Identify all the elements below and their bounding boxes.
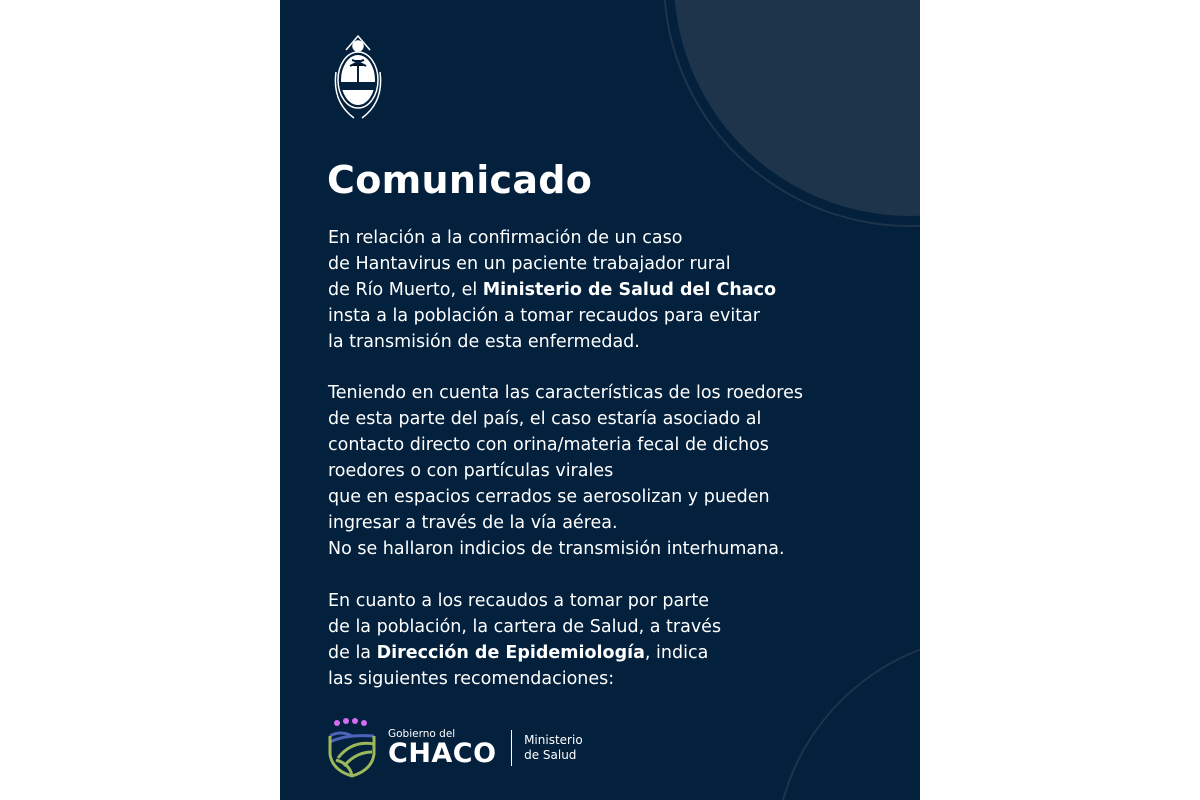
bottom-circle-ring: [783, 650, 920, 800]
text-line: No se hallaron indicios de transmisión interhumana.: [328, 539, 785, 559]
paragraph-1: [328, 225, 776, 355]
text-line: de Hantavirus en un paciente trabajador rural: [328, 254, 731, 274]
gobierno-label: Gobierno del: [388, 728, 456, 740]
communique-card: [280, 0, 920, 800]
gobierno-chaco-logo-icon: [326, 718, 380, 778]
text-line: de la población, la cartera de Salud, a través: [328, 617, 722, 637]
paragraph-3: [328, 588, 721, 692]
text-line: Teniendo en cuenta las características de los roedores: [328, 383, 803, 403]
text-line: roedores o con partículas virales: [328, 461, 614, 481]
bold-text: Dirección de Epidemiología: [376, 643, 645, 663]
page-title: Comunicado: [327, 158, 593, 202]
text-line: que en espacios cerrados se aerosolizan y pueden: [328, 487, 770, 507]
province-coat-of-arms-icon: [328, 32, 388, 124]
text-line: de Río Muerto, el Ministerio de Salud del Chaco: [328, 280, 777, 300]
text-line: insta a la población a tomar recaudos para evitar: [328, 306, 760, 326]
text-line: En relación a la confirmación de un caso: [328, 228, 683, 248]
footer-divider: [511, 730, 513, 766]
chaco-wordmark: CHACO: [388, 738, 497, 769]
text-line: contacto directo con orina/materia fecal de dichos: [328, 435, 769, 455]
text-line: de esta parte del país, el caso estaría asociado al: [328, 409, 762, 429]
ministerio-label: Ministerio de Salud: [524, 733, 583, 762]
footer-logo: [326, 718, 583, 778]
paragraph-2: [328, 380, 803, 562]
text-line: de la Dirección de Epidemiología, indica: [328, 643, 709, 663]
text-line: la transmisión de esta enfermedad.: [328, 332, 640, 352]
text-line: ingresar a través de la vía aérea.: [328, 513, 618, 533]
top-circle: [675, 0, 920, 216]
text-line: las siguientes recomendaciones:: [328, 669, 615, 689]
text-line: En cuanto a los recaudos a tomar por parte: [328, 591, 710, 611]
bold-text: Ministerio de Salud del Chaco: [482, 280, 777, 300]
